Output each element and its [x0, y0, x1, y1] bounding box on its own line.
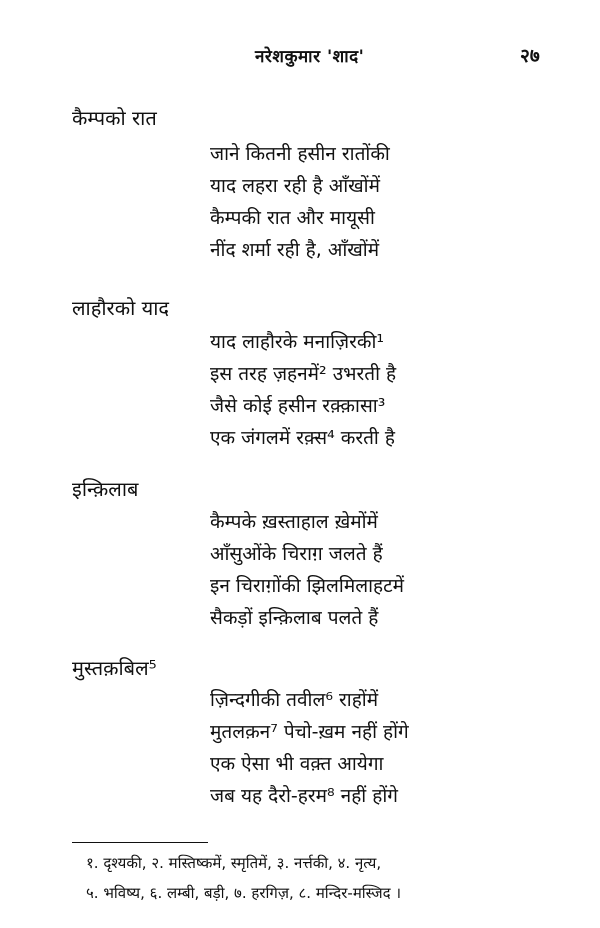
verse-line: जब यह दैरो-हरम⁸ नहीं होंगे — [210, 785, 398, 807]
poem-verse — [210, 326, 450, 454]
footnote-divider — [72, 842, 208, 843]
verse-line: इस तरह ज़हनमें² उभरती है — [210, 363, 397, 385]
verse-line: एक जंगलमें रक़्स⁴ करती है — [210, 427, 395, 449]
verse-line: नींद शर्मा रही है, आँखोंमें — [210, 239, 380, 261]
page-number: २७ — [520, 45, 540, 67]
verse-line: एक ऐसा भी वक़्त आयेगा — [210, 753, 384, 775]
verse-line: इन चिराग़ोंकी झिलमिलाहटमें — [210, 575, 405, 597]
footnote-line: ५. भविष्य, ६. लम्बी, बड़ी, ७. हरगिज़, ८. मन्दिर-मस्जिद । — [86, 884, 402, 902]
poem-title: कैम्पको रात — [72, 106, 157, 130]
verse-line: याद लहरा रही है आँखोंमें — [210, 175, 380, 197]
verse-line: जैसे कोई हसीन रक़्क़ासा³ — [210, 395, 386, 417]
poem-verse — [210, 138, 450, 266]
verse-line: ज़िन्दगीकी तवील⁶ राहोंमें — [210, 689, 379, 711]
running-head: नरेशकुमार 'शाद' — [255, 47, 365, 67]
verse-line: याद लाहौरके मनाज़िरकी¹ — [210, 331, 385, 353]
poem-title: लाहौरको याद — [72, 296, 170, 320]
poem-verse — [210, 506, 450, 634]
footnote-line: १. दृश्यकी, २. मस्तिष्कमें, स्मृतिमें, ३. नर्त्तकी, ४. नृत्य, — [86, 854, 382, 872]
poem-verse — [210, 684, 450, 812]
verse-line: कैम्पके ख़स्ताहाल ख़ेमोंमें — [210, 511, 378, 533]
verse-line: कैम्पकी रात और मायूसी — [210, 207, 375, 229]
verse-line: जाने कितनी हसीन रातोंकी — [210, 143, 390, 165]
poem-title: इन्क़िलाब — [72, 477, 139, 501]
poem-title: मुस्तक़बिल⁵ — [72, 656, 157, 680]
verse-line: मुतलक़न⁷ पेचो-ख़म नहीं होंगे — [210, 721, 409, 743]
verse-line: सैकड़ों इन्क़िलाब पलते हैं — [210, 607, 379, 629]
verse-line: आँसुओंके चिराग़ जलते हैं — [210, 543, 383, 565]
footnotes — [86, 848, 576, 908]
